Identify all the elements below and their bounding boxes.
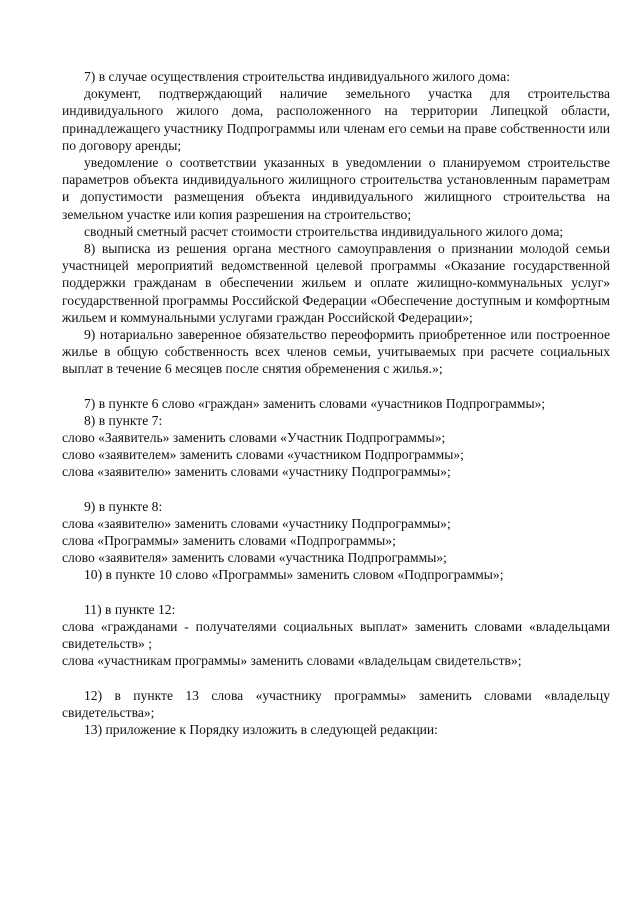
block-5 <box>62 687 610 739</box>
paragraph: слова «заявителю» заменить словами «участнику Подпрограммы»; <box>62 515 451 531</box>
spacer <box>62 584 610 601</box>
paragraph: слова «заявителю» заменить словами «участнику Подпрограммы»; <box>62 464 451 480</box>
paragraph: слова «Программы» заменить словами «Подпрограммы»; <box>62 533 396 549</box>
paragraph: 8) в пункте 7: <box>84 412 163 428</box>
paragraph: слова «гражданами - получателями социальных выплат» заменить словами «владельцами свидетельств» ; <box>62 618 610 652</box>
paragraph: 10) в пункте 10 слово «Программы» заменить словом «Подпрограммы»; <box>84 567 504 583</box>
spacer <box>62 481 610 498</box>
paragraph: 9) нотариально заверенное обязательство переоформить приобретенное или построенное жилье в общую собственность всех членов семьи, учитываемых при расчете социальных выплат в течение 6 месяцев после снятия обременения с жилья.»; <box>62 327 610 377</box>
paragraph: 13) приложение к Порядку изложить в следующей редакции: <box>84 721 438 737</box>
block-4 <box>62 601 610 670</box>
paragraph: слово «заявителем» заменить словами «участником Подпрограммы»; <box>62 447 464 463</box>
block-2 <box>62 395 610 481</box>
document-page <box>62 68 610 738</box>
paragraph: 11) в пункте 12: <box>84 601 176 617</box>
block-3 <box>62 498 610 584</box>
paragraph: слово «заявителя» заменить словами «участника Подпрограммы»; <box>62 550 447 566</box>
paragraph: слова «участникам программы» заменить словами «владельцам свидетельств»; <box>62 653 522 669</box>
paragraph: документ, подтверждающий наличие земельного участка для строительства индивидуального жилого дома, расположенного на территории Липецкой области, принадлежащего участнику Подпрограммы или членам его семьи на праве собственности или по договору аренды; <box>62 86 610 153</box>
paragraph: 7) в случае осуществления строительства индивидуального жилого дома: <box>84 69 510 84</box>
spacer <box>62 378 610 395</box>
paragraph: слово «Заявитель» заменить словами «Участник Подпрограммы»; <box>62 430 446 446</box>
paragraph: 12) в пункте 13 слова «участнику программы» заменить словами «владельцу свидетельства»; <box>62 687 610 720</box>
paragraph: 7) в пункте 6 слово «граждан» заменить словами «участников Подпрограммы»; <box>84 395 546 411</box>
spacer <box>62 670 610 687</box>
paragraph: уведомление о соответствии указанных в уведомлении о планируемом строительстве параметров объекта индивидуального жилищного строительства установленным параметрам и допустимости размещения объекта индивидуального жилищного строительства на земельном участке или копия разрешения на строительство; <box>62 155 610 222</box>
paragraph: сводный сметный расчет стоимости строительства индивидуального жилого дома; <box>84 223 564 239</box>
block-1 <box>62 68 610 378</box>
paragraph: 9) в пункте 8: <box>84 498 163 514</box>
paragraph: 8) выписка из решения органа местного самоуправления о признании молодой семьи участницей мероприятий ведомственной целевой программы «Оказание государственной поддержки гражданам в обеспечении жильем и оплате жилищно-коммунальных услуг» государственной программы Российской Федерации «Обеспечение доступным и комфортным жильем и коммунальными услугами граждан Российской Федерации»; <box>62 241 610 325</box>
